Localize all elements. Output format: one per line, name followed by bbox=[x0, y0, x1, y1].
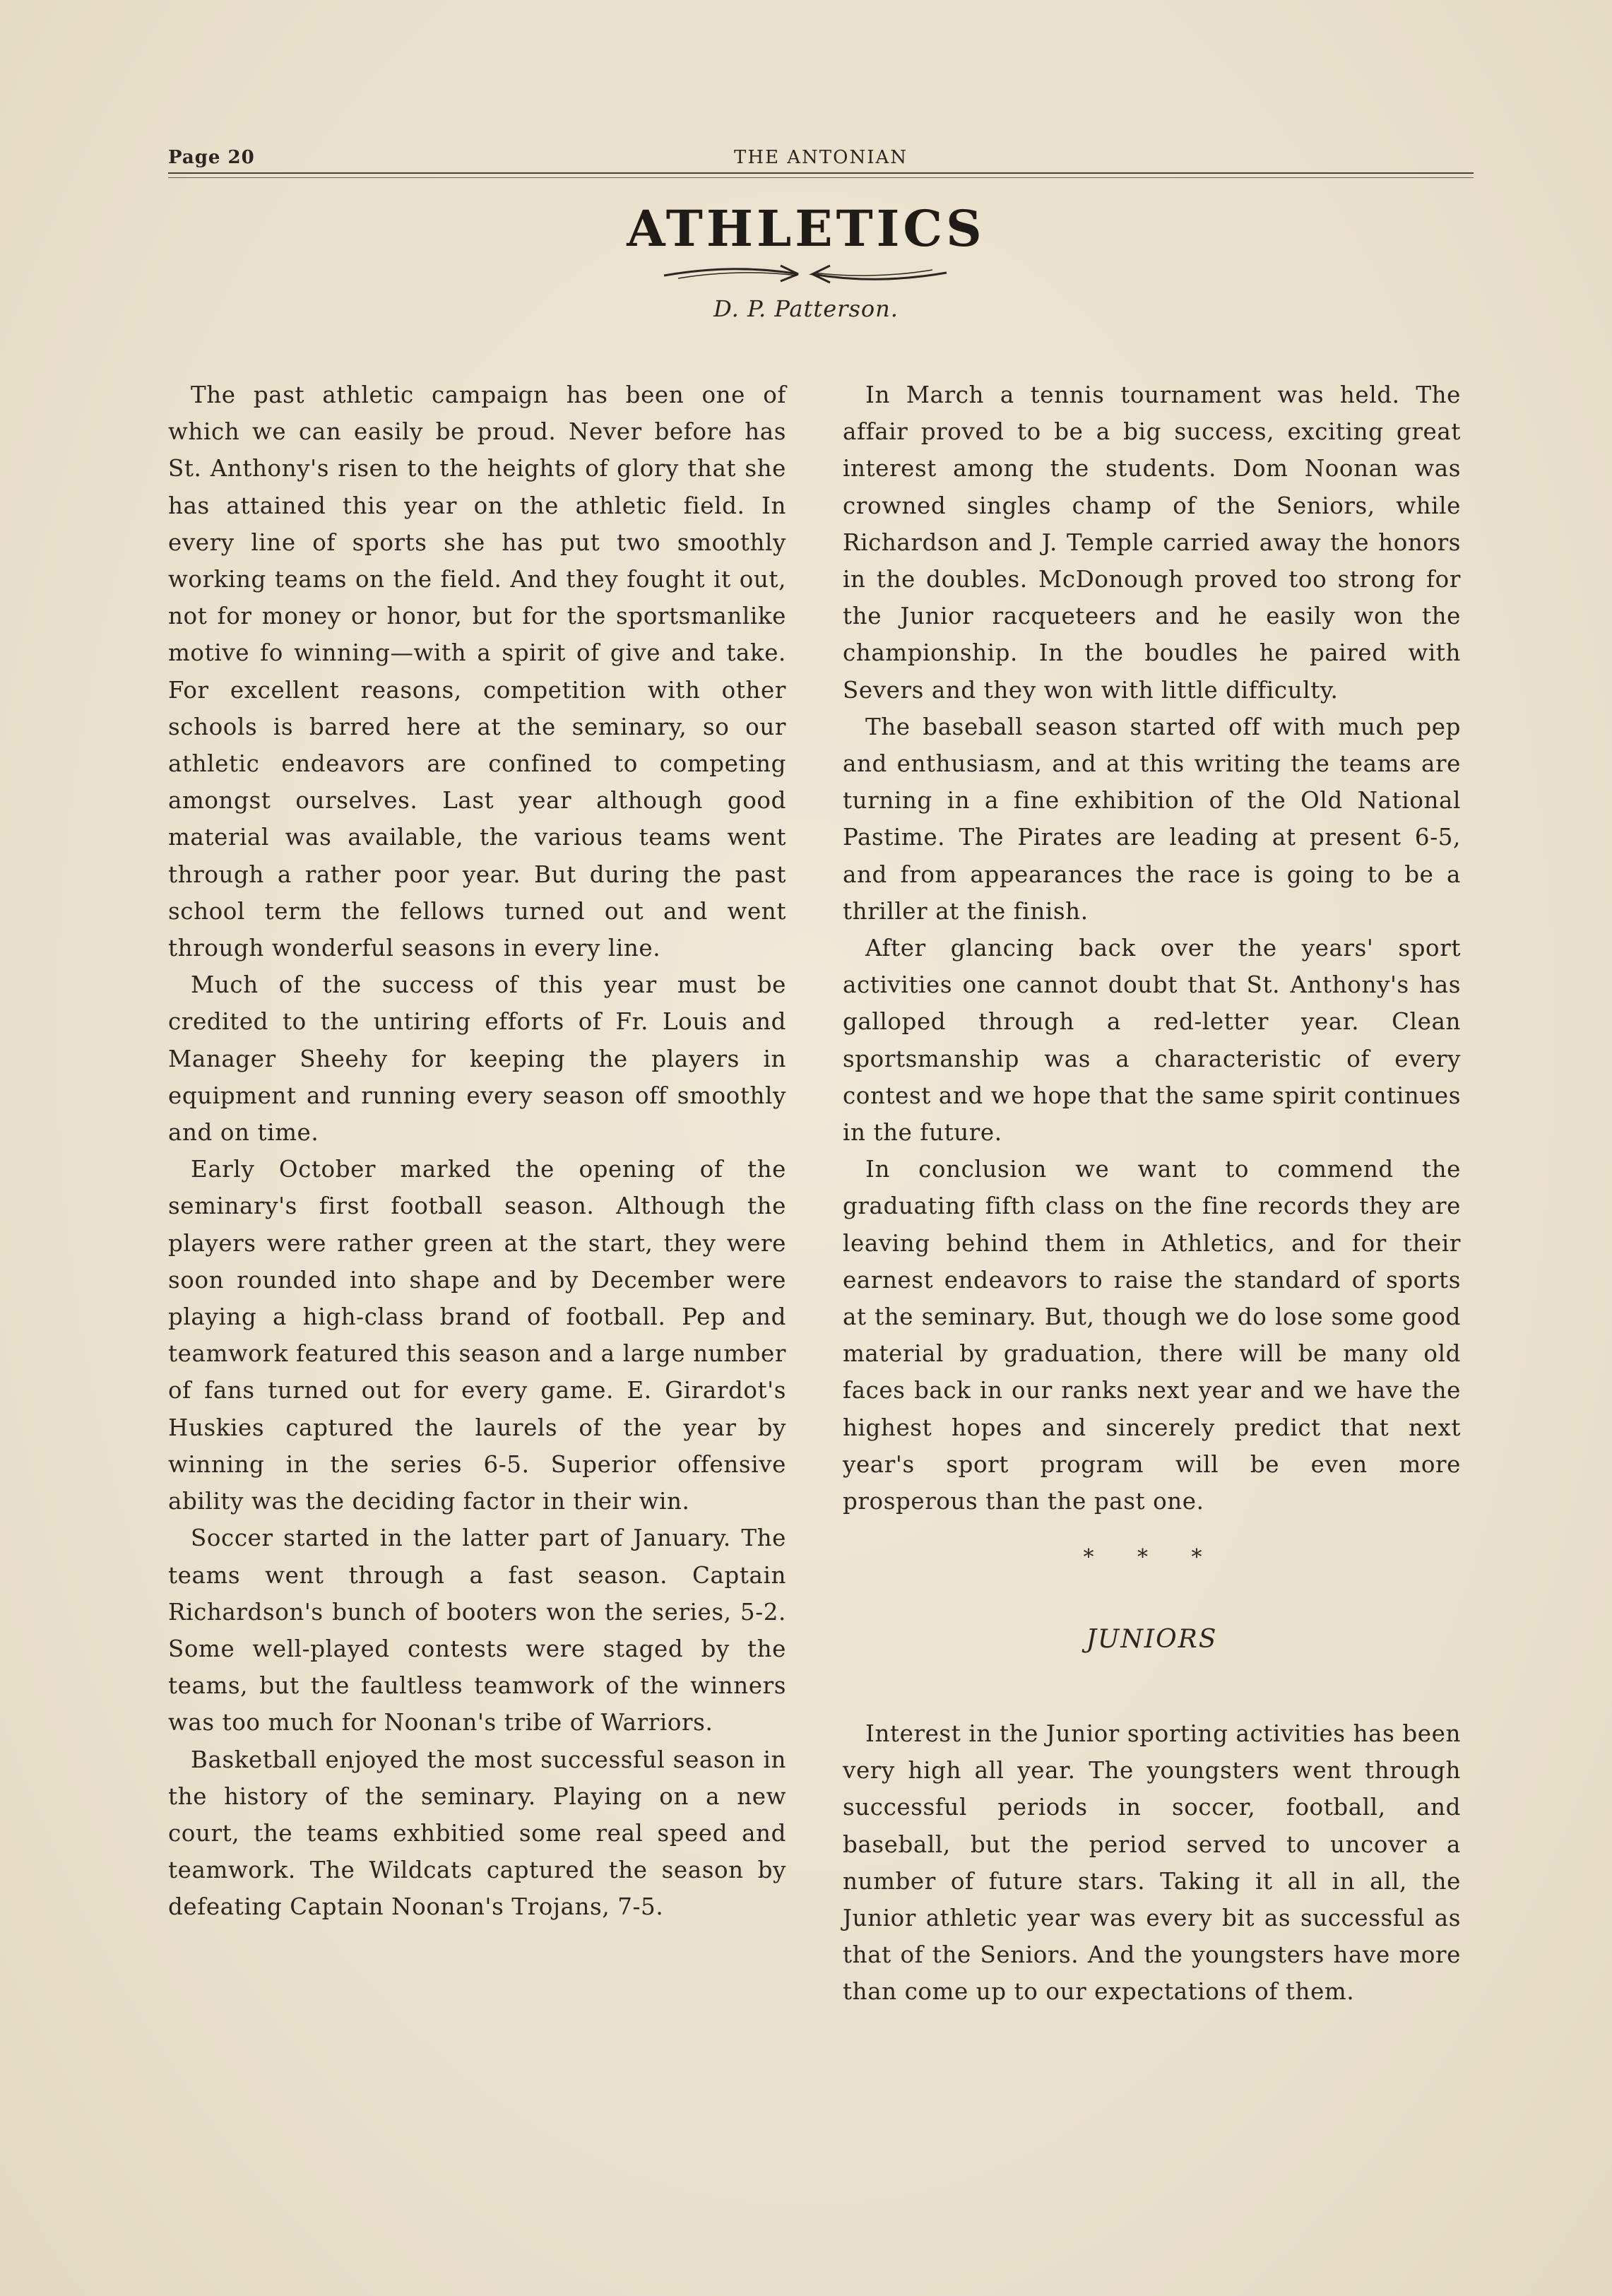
article-paragraph: Soccer started in the latter part of January. The teams went through a fast season. Captain Richardson's bunch of booters won the series, 5-2. Some well-played contests were staged by the teams, but the faultless teamwork of the winners was too much for Noonan's tribe of Warriors. bbox=[168, 1525, 786, 1736]
juniors-column bbox=[843, 1715, 1461, 2011]
title-ornament-icon bbox=[657, 260, 954, 288]
right-column bbox=[843, 377, 1461, 1520]
article-paragraph: The past athletic campaign has been one of which we can easily be proud. Never before has St. Anthony's risen to the heights of glory that she has attained this year on the athletic field. In every line of sports she has put two smoothly working teams on the field. And they fought it out, not for money or honor, but for the sportsmanlike motive fo winning—with a spirit of give and take. For excellent reasons, competition with other schools is barred here at the seminary, so our athletic endeavors are confined to competing amongst ourselves. Last year although good material was available, the various teams went through a rather poor year. But during the past school term the fellows turned out and went through wonderful seasons in every line. bbox=[168, 381, 786, 962]
left-column bbox=[168, 377, 786, 1926]
page-header bbox=[168, 147, 1474, 175]
article-byline: D. P. Patterson. bbox=[713, 295, 899, 322]
article-title: ATHLETICS bbox=[627, 199, 985, 258]
juniors-paragraph: Interest in the Junior sporting activities has been very high all year. The youngsters went through successful periods in soccer, football, and baseball, but the period served to uncover a number of future stars. Taking it all in all, the Junior athletic year was every bit as successful as that of the Seniors. And the youngsters have more than come up to our expectations of them. bbox=[843, 1720, 1461, 2006]
article-paragraph: In conclusion we want to commend the graduating fifth class on the fine records they are leaving behind them in Athletics, and for their earnest endeavors to raise the standard of sports at the seminary. But, though we do lose some good material by graduation, there will be many old faces back in our ranks next year and we have the highest hopes and sincerely predict that next year's sport program will be even more prosperous than the past one. bbox=[843, 1156, 1461, 1515]
header-rule bbox=[168, 172, 1474, 174]
section-separator: * * * bbox=[1083, 1545, 1221, 1570]
article-paragraph: In March a tennis tournament was held. The affair proved to be a big success, exciting great interest among the students. Dom Noonan was crowned singles champ of the Seniors, while Richardson and J. Temple carried away the honors in the doubles. McDonough proved too strong for the Junior racqueteers and he easily won the championship. In the boudles he paired with Severs and they won with little difficulty. bbox=[843, 381, 1461, 704]
article-paragraph: Much of the success of this year must be credited to the untiring efforts of Fr. Louis and Manager Sheehy for keeping the players in equipment and running every season off smoothly and on time. bbox=[168, 971, 786, 1147]
article-paragraph: After glancing back over the years' sport activities one cannot doubt that St. Anthony's has galloped through a red-letter year. Clean sportsmanship was a characteristic of every contest and we hope that the same spirit continues in the future. bbox=[843, 935, 1461, 1147]
masthead: THE ANTONIAN bbox=[734, 147, 908, 168]
page-number: Page 20 bbox=[168, 147, 255, 168]
article-paragraph: Early October marked the opening of the seminary's first football season. Although the players were rather green at the start, they were soon rounded into shape and by December were playing a high-class brand of football. Pep and teamwork featured this season and a large number of fans turned out for every game. E. Girardot's Huskies captured the laurels of the year by winning in the series 6-5. Superior offensive ability was the deciding factor in their win. bbox=[168, 1156, 786, 1515]
juniors-heading: JUNIORS bbox=[1086, 1625, 1218, 1654]
article-paragraph: Basketball enjoyed the most successful season in the history of the seminary. Playing on a new court, the teams exhbitied some real speed and teamwork. The Wildcats captured the season by defeating Captain Noonan's Trojans, 7-5. bbox=[168, 1746, 786, 1921]
article-paragraph: The baseball season started off with much pep and enthusiasm, and at this writing the teams are turning in a fine exhibition of the Old National Pastime. The Pirates are leading at present 6-5, and from appearances the race is going to be a thriller at the finish. bbox=[843, 713, 1461, 925]
header-rule-thin bbox=[168, 177, 1474, 178]
